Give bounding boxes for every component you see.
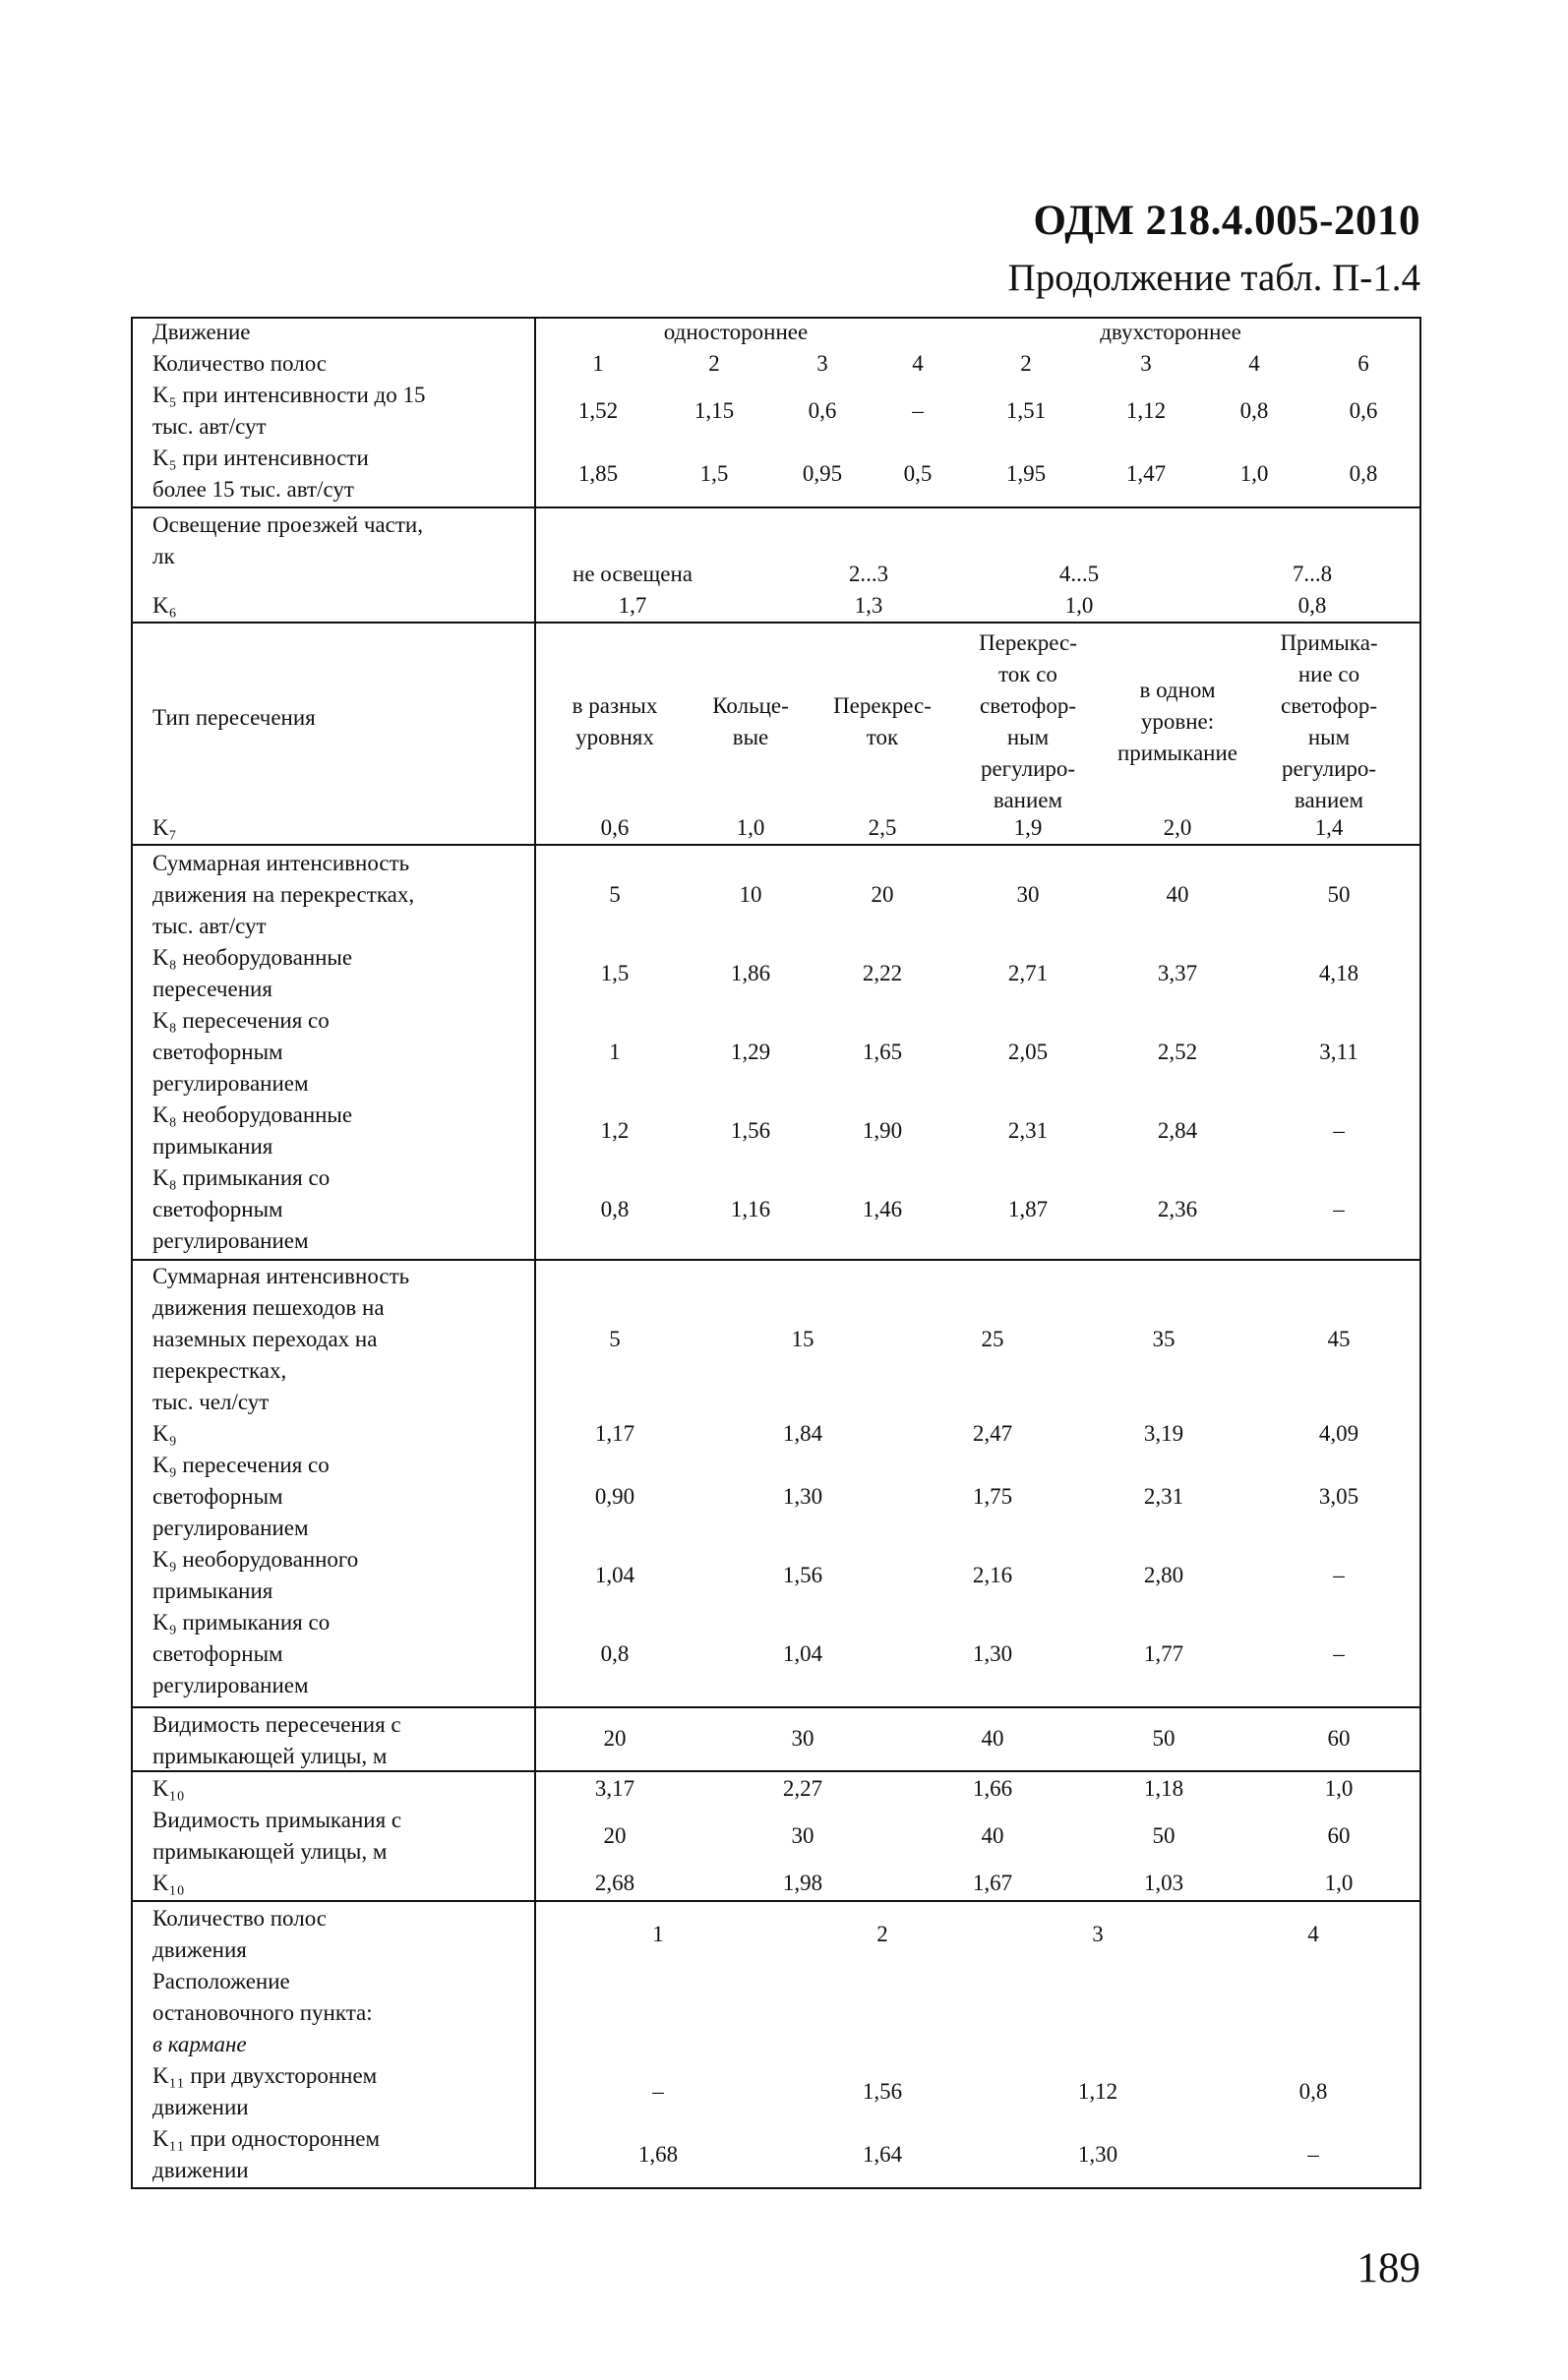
k9-cell: 4,09 <box>1318 1421 1359 1446</box>
k8-cell: 3,37 <box>1157 961 1198 985</box>
lane-count-cell: 4 <box>1307 1922 1319 1946</box>
column-divider <box>534 317 536 2189</box>
k10-cell: 2,68 <box>594 1871 635 1895</box>
k11-cell: 1,64 <box>862 2142 903 2167</box>
k10-label: K₁₀ <box>152 1776 185 1801</box>
visibility-cell: 30 <box>791 1823 814 1848</box>
pedestrian-label: Суммарная интенсивность <box>152 1264 410 1288</box>
two-way-header: двухстороннее <box>1100 320 1241 344</box>
lighting-label: Освещение проезжей части, <box>152 512 423 537</box>
type-header: Перекрес- <box>979 630 1077 655</box>
type-header: ток со <box>998 662 1057 686</box>
k8-cell: 1,86 <box>730 961 771 985</box>
k9-cell: 1,04 <box>782 1641 823 1666</box>
k6-cell: 1,3 <box>854 593 883 618</box>
type-header: уровнях <box>575 725 654 749</box>
pedestrian-cell: 5 <box>609 1327 621 1351</box>
k11-cell: 0,8 <box>1298 2079 1328 2104</box>
lighting-level: не освещена <box>573 562 693 586</box>
k11-one-way-label: K₁₁ при одностороннем <box>152 2126 381 2151</box>
k9-cell: – <box>1333 1563 1345 1587</box>
junction-visibility-label: примыкающей улицы, м <box>152 1839 388 1864</box>
intensity-cell: 20 <box>871 882 894 907</box>
pedestrian-cell: 25 <box>981 1327 1004 1351</box>
k5-low-label: K₅ при интенсивности до 15 <box>152 383 426 407</box>
k10-cell: 1,67 <box>972 1871 1013 1895</box>
k9-row-label: примыкания <box>152 1578 273 1603</box>
k11-cell: 1,56 <box>862 2079 903 2104</box>
intensity-cell: 50 <box>1327 882 1351 907</box>
k6-cell: 1,0 <box>1064 593 1094 618</box>
k11-cell: 1,12 <box>1077 2079 1118 2104</box>
k8-cell: – <box>1333 1118 1345 1143</box>
k8-cell: 1,56 <box>730 1118 771 1143</box>
k8-cell: 1,87 <box>1007 1197 1049 1221</box>
k10-cell: 1,0 <box>1324 1776 1354 1801</box>
document-code: ОДМ 218.4.005-2010 <box>1033 198 1420 244</box>
k7-cell: 1,9 <box>1013 815 1043 840</box>
one-way-header: одностороннее <box>663 320 809 344</box>
section-divider <box>131 622 1421 624</box>
k8-row-label: регулированием <box>152 1071 309 1096</box>
k8-cell: 2,52 <box>1157 1040 1198 1064</box>
k8-cell: 0,8 <box>600 1197 630 1221</box>
visibility-cell: 40 <box>981 1726 1004 1751</box>
visibility-cell: 20 <box>603 1726 627 1751</box>
lanes-cell: 4 <box>1248 351 1260 376</box>
k9-cell: 0,8 <box>600 1641 630 1666</box>
k10-cell: 1,66 <box>972 1776 1013 1801</box>
k5-high-cell: 1,95 <box>1005 461 1047 486</box>
traffic-intensity-label: Суммарная интенсивность <box>152 851 410 875</box>
k9-row-label: регулированием <box>152 1673 309 1697</box>
lane-count-cell: 1 <box>652 1922 664 1946</box>
k7-label: K₇ <box>152 815 177 840</box>
visibility-cell: 30 <box>791 1726 814 1751</box>
k9-cell: 1,30 <box>972 1641 1013 1666</box>
visibility-cell: 50 <box>1152 1726 1176 1751</box>
k8-cell: 1,29 <box>730 1040 771 1064</box>
traffic-intensity-label: тыс. авт/сут <box>152 914 267 938</box>
k8-cell: 2,22 <box>862 961 903 985</box>
k7-cell: 0,6 <box>600 815 630 840</box>
intensity-cell: 30 <box>1016 882 1040 907</box>
k6-cell: 1,7 <box>618 593 647 618</box>
k9-cell: 2,16 <box>972 1563 1013 1587</box>
traffic-intensity-label: движения на перекрестках, <box>152 882 415 907</box>
lanes-cell: 3 <box>1140 351 1152 376</box>
k9-row-label: K₉ пересечения со <box>152 1453 330 1477</box>
k9-cell: 1,17 <box>594 1421 635 1446</box>
k9-cell: 2,80 <box>1143 1563 1184 1587</box>
type-header: светофор- <box>1281 693 1377 718</box>
k5-high-cell: 0,8 <box>1349 461 1378 486</box>
in-pocket-label: в кармане <box>152 2032 247 2056</box>
k5-high-cell: 1,47 <box>1125 461 1167 486</box>
movement-label: Движение <box>152 320 251 344</box>
visibility-cell: 40 <box>981 1823 1004 1848</box>
k5-high-cell: 0,5 <box>903 461 933 486</box>
k9-cell: 1,77 <box>1143 1641 1184 1666</box>
intensity-cell: 40 <box>1166 882 1189 907</box>
k10-cell: 2,27 <box>782 1776 823 1801</box>
k5-low-cell: 0,8 <box>1239 398 1269 423</box>
lanes-cell: 4 <box>912 351 924 376</box>
k10-cell: 1,98 <box>782 1871 823 1895</box>
k7-cell: 2,5 <box>868 815 897 840</box>
k9-row-label: светофорным <box>152 1484 283 1509</box>
lanes-label: Количество полос <box>152 351 328 376</box>
k9-cell: 2,47 <box>972 1421 1013 1446</box>
pedestrian-cell: 35 <box>1152 1327 1176 1351</box>
k5-high-cell: 1,5 <box>699 461 729 486</box>
type-header: Примыка- <box>1280 630 1378 655</box>
k8-cell: 1,46 <box>862 1197 903 1221</box>
type-header: регулиро- <box>980 756 1076 781</box>
k8-row-label: K₈ пересечения со <box>152 1008 330 1033</box>
pedestrian-cell: 15 <box>791 1327 814 1351</box>
bus-stop-label: Расположение <box>152 1969 290 1993</box>
visibility-cell: 20 <box>603 1823 627 1848</box>
k10-cell: 3,17 <box>594 1776 635 1801</box>
k11-cell: 1,30 <box>1077 2142 1118 2167</box>
k8-row-label: светофорным <box>152 1197 283 1221</box>
k9-row-label: регулированием <box>152 1516 309 1540</box>
k5-high-cell: 1,0 <box>1239 461 1269 486</box>
k8-cell: 1,90 <box>862 1118 903 1143</box>
type-header: Перекрес- <box>833 693 932 718</box>
k9-label: K₉ <box>152 1421 177 1446</box>
k8-cell: 1 <box>609 1040 621 1064</box>
k11-cell: – <box>652 2079 664 2104</box>
k9-cell: 1,04 <box>594 1563 635 1587</box>
k10-cell: 1,03 <box>1143 1871 1184 1895</box>
type-header: в одном <box>1139 678 1216 702</box>
type-header: в разных <box>572 693 658 718</box>
k9-cell: 1,84 <box>782 1421 823 1446</box>
k8-cell: 2,71 <box>1007 961 1049 985</box>
type-header: ванием <box>993 788 1063 812</box>
k5-low-cell: 0,6 <box>1349 398 1378 423</box>
k8-row-label: регулированием <box>152 1228 309 1253</box>
visibility-cell: 60 <box>1327 1726 1351 1751</box>
k8-cell: 1,16 <box>730 1197 771 1221</box>
k8-cell: 1,5 <box>600 961 630 985</box>
type-header: регулиро- <box>1281 756 1377 781</box>
k8-cell: 1,65 <box>862 1040 903 1064</box>
k5-low-cell: 1,52 <box>577 398 619 423</box>
lighting-level: 7...8 <box>1292 562 1333 586</box>
k9-cell: 1,75 <box>972 1484 1013 1509</box>
pedestrian-label: перекрестках, <box>152 1358 287 1383</box>
k10-cell: 1,0 <box>1324 1871 1354 1895</box>
k5-low-label: тыс. авт/сут <box>152 414 267 439</box>
k8-cell: 4,18 <box>1318 961 1359 985</box>
type-header: примыкание <box>1117 741 1237 765</box>
k5-high-cell: 1,85 <box>577 461 619 486</box>
type-header: ток <box>866 725 899 749</box>
intersection-visibility-label: примыкающей улицы, м <box>152 1744 388 1768</box>
k9-cell: 1,30 <box>782 1484 823 1509</box>
k9-cell: 3,19 <box>1143 1421 1184 1446</box>
section-divider <box>131 1706 1421 1708</box>
k9-row-label: K₉ примыкания со <box>152 1610 331 1635</box>
k6-cell: 0,8 <box>1297 593 1327 618</box>
pedestrian-cell: 45 <box>1327 1327 1351 1351</box>
type-header: ние со <box>1297 662 1360 686</box>
k7-cell: 1,4 <box>1314 815 1344 840</box>
k8-cell: – <box>1333 1197 1345 1221</box>
pedestrian-label: тыс. чел/сут <box>152 1390 270 1414</box>
type-header: светофор- <box>980 693 1076 718</box>
k5-low-cell: 1,12 <box>1125 398 1167 423</box>
k5-low-cell: 0,6 <box>808 398 837 423</box>
type-header: Кольце- <box>712 693 789 718</box>
intensity-cell: 10 <box>739 882 762 907</box>
lighting-level: 2...3 <box>848 562 889 586</box>
junction-visibility-label: Видимость примыкания с <box>152 1808 402 1832</box>
k8-cell: 1,2 <box>600 1118 630 1143</box>
k11-cell: 1,68 <box>637 2142 679 2167</box>
k11-two-way-label: движении <box>152 2095 249 2119</box>
k9-cell: 1,56 <box>782 1563 823 1587</box>
type-header: ным <box>1006 725 1050 749</box>
k8-row-label: K₈ необорудованные <box>152 1102 353 1127</box>
k5-low-cell: 1,15 <box>694 398 735 423</box>
k9-cell: 2,31 <box>1143 1484 1184 1509</box>
lanes-cell: 6 <box>1357 351 1369 376</box>
section-divider <box>131 1900 1421 1902</box>
lighting-level: 4...5 <box>1058 562 1100 586</box>
lane-count-cell: 3 <box>1092 1922 1104 1946</box>
k8-row-label: K₈ примыкания со <box>152 1165 331 1190</box>
type-header: уровне: <box>1140 709 1215 734</box>
page-number: 189 <box>1357 2245 1420 2291</box>
lanes-cell: 2 <box>1020 351 1032 376</box>
visibility-cell: 60 <box>1327 1823 1351 1848</box>
k6-label: K₆ <box>152 593 177 618</box>
k8-cell: 2,36 <box>1157 1197 1198 1221</box>
k8-cell: 2,31 <box>1007 1118 1049 1143</box>
k7-cell: 2,0 <box>1163 815 1192 840</box>
section-divider <box>131 506 1421 508</box>
k8-cell: 2,05 <box>1007 1040 1049 1064</box>
k9-cell: 3,05 <box>1318 1484 1359 1509</box>
lane-count-cell: 2 <box>876 1922 888 1946</box>
lighting-label: лк <box>152 544 175 568</box>
lanes-cell: 1 <box>592 351 604 376</box>
pedestrian-label: наземных переходах на <box>152 1327 378 1351</box>
k8-row-label: пересечения <box>152 977 272 1001</box>
table-continuation-title: Продолжение табл. П-1.4 <box>1007 257 1420 299</box>
visibility-cell: 50 <box>1152 1823 1176 1848</box>
lanes-cell: 3 <box>816 351 828 376</box>
type-header: ванием <box>1294 788 1364 812</box>
k7-cell: 1,0 <box>736 815 765 840</box>
k5-high-label: K₅ при интенсивности <box>152 446 369 470</box>
k5-high-cell: 0,95 <box>802 461 843 486</box>
k8-cell: 3,11 <box>1319 1040 1358 1064</box>
k9-cell: – <box>1333 1641 1345 1666</box>
bus-stop-label: остановочного пункта: <box>152 2000 373 2025</box>
k10-label: K₁₀ <box>152 1871 185 1895</box>
section-divider <box>131 844 1421 846</box>
coefficients-table <box>131 317 1421 2189</box>
k5-high-label: более 15 тыс. авт/сут <box>152 477 354 502</box>
k8-row-label: K₈ необорудованные <box>152 945 353 970</box>
k11-cell: – <box>1307 2142 1319 2167</box>
k5-low-cell: – <box>912 398 924 423</box>
k8-row-label: примыкания <box>152 1134 273 1159</box>
k9-cell: 0,90 <box>594 1484 635 1509</box>
intensity-cell: 5 <box>609 882 621 907</box>
k8-row-label: светофорным <box>152 1040 283 1064</box>
type-header: ным <box>1307 725 1351 749</box>
k8-cell: 2,84 <box>1157 1118 1198 1143</box>
lanes-cell: 2 <box>708 351 720 376</box>
k11-two-way-label: K₁₁ при двухстороннем <box>152 2063 378 2088</box>
intersection-type-label: Тип пересечения <box>152 705 316 730</box>
k10-cell: 1,18 <box>1143 1776 1184 1801</box>
k9-row-label: светофорным <box>152 1641 283 1666</box>
type-header: вые <box>732 725 769 749</box>
intersection-visibility-label: Видимость пересечения с <box>152 1712 401 1737</box>
lane-count-label: движения <box>152 1937 247 1962</box>
lane-count-label: Количество полос <box>152 1906 328 1931</box>
k9-row-label: K₉ необорудованного <box>152 1547 359 1572</box>
k5-low-cell: 1,51 <box>1005 398 1047 423</box>
k11-one-way-label: движении <box>152 2158 249 2182</box>
pedestrian-label: движения пешеходов на <box>152 1295 385 1320</box>
